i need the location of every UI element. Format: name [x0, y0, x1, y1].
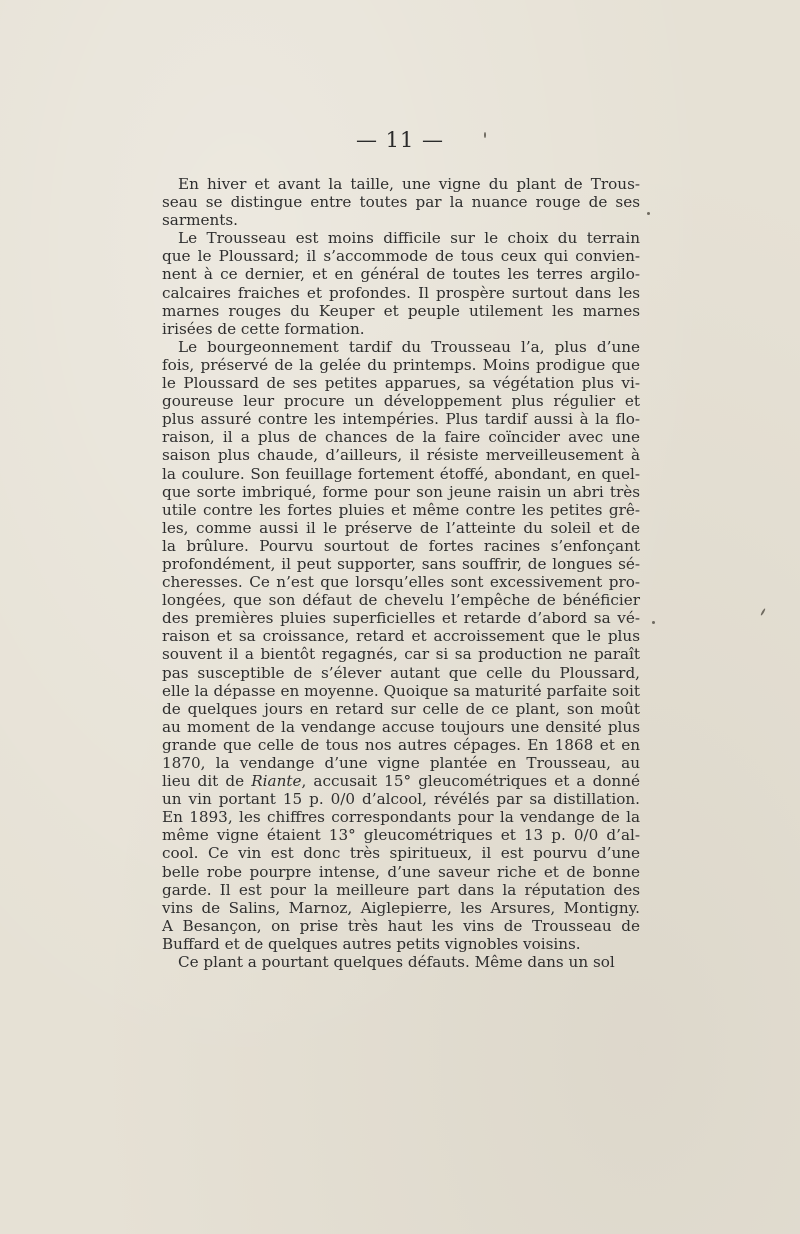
text-line: cheresses. Ce n’est que lorsqu’elles sont excessivement pro-: [162, 573, 640, 592]
text-line: irisées de cette formation.: [162, 319, 365, 338]
text-line: utile contre les fortes pluies et même contre les petites grê-: [162, 500, 640, 519]
text-line: fois, préservé de la gelée du printemps. Moins prodigue que: [162, 355, 640, 374]
paper-speck: [484, 132, 486, 138]
text-line: de quelques jours en retard sur celle de ce plant, son moût: [162, 699, 640, 718]
text-line: vins de Salins, Marnoz, Aiglepierre, les Arsures, Montigny.: [162, 898, 640, 917]
body-text: [162, 175, 640, 971]
text-line: Le bourgeonnement tardif du Trousseau l’a, plus d’une: [178, 337, 640, 356]
text-line: longées, que son défaut de chevelu l’empêche de bénéficier: [162, 591, 640, 610]
text-line: marnes rouges du Keuper et peuple utilement les marnes: [162, 301, 640, 320]
text-line: un vin portant 15 p. 0/0 d’alcool, révélés par sa distillation.: [162, 790, 640, 809]
text-line: que le Ploussard; il s’accommode de tous ceux qui convien-: [162, 247, 640, 266]
text-line: goureuse leur procure un développement plus régulier et: [162, 392, 640, 411]
text-line: sarments.: [162, 211, 239, 230]
text-line: 1870, la vendange d’une vigne plantée en Trousseau, au: [162, 754, 640, 772]
place-name: Riante: [251, 772, 302, 791]
text-line: la coulure. Son feuillage fortement étoffé, abondant, en quel-: [162, 464, 640, 483]
text-line: seau se distingue entre toutes par la nuance rouge de ses: [162, 193, 640, 212]
text-line: que sorte imbriqué, forme pour son jeune raisin un abri très: [162, 482, 640, 501]
text-line: pas susceptible de s’élever autant que celle du Ploussard,: [162, 663, 640, 682]
text-line: garde. Il est pour la meilleure part dans la réputation des: [162, 880, 640, 899]
text-line: cool. Ce vin est donc très spiritueux, il est pourvu d’une: [162, 844, 640, 863]
text-line: calcaires fraiches et profondes. Il prospère surtout dans les: [162, 283, 640, 302]
text-line: même vigne étaient 13° gleucométriques et 13 p. 0/0 d’al-: [162, 826, 640, 845]
text-line: lieu dit de Riante, accusait 15° gleucométriques et a donné: [162, 772, 640, 791]
paper-speck: [652, 621, 655, 624]
text-line: le Ploussard de ses petites apparues, sa végétation plus vi-: [162, 374, 640, 393]
page-number: — 11 —: [355, 128, 445, 152]
text-line: elle la dépasse en moyenne. Quoique sa maturité parfaite soit: [162, 681, 640, 700]
text-line: belle robe pourpre intense, d’une saveur riche et de bonne: [162, 862, 640, 881]
text-line: Buffard et de quelques autres petits vignobles voisins.: [162, 934, 581, 953]
text-line: grande que celle de tous nos autres cépages. En 1868 et en: [162, 735, 640, 754]
text-line: des premières pluies superficielles et retarde d’abord sa vé-: [162, 609, 640, 628]
paper-speck: [647, 212, 650, 215]
text-line: En hiver et avant la taille, une vigne du plant de Trous-: [178, 175, 640, 193]
text-line: profondément, il peut supporter, sans souffrir, de longues sé-: [162, 554, 640, 573]
text-line: plus assuré contre les intempéries. Plus tardif aussi à la flo-: [162, 410, 640, 429]
text-line: les, comme aussi il le préserve de l’atteinte du soleil et de: [162, 518, 640, 537]
text-line: raison, il a plus de chances de la faire coïncider avec une: [162, 428, 640, 447]
text-line: Le Trousseau est moins difficile sur le choix du terrain: [178, 229, 640, 248]
text-line: A Besançon, on prise très haut les vins de Trousseau de: [162, 916, 640, 935]
text-line: Ce plant a pourtant quelques défauts. Même dans un sol: [178, 953, 615, 972]
text-line: souvent il a bientôt regagnés, car si sa production ne paraît: [162, 645, 640, 664]
text-line: raison et sa croissance, retard et accroissement que le plus: [162, 627, 640, 646]
paper-speck: [760, 608, 766, 616]
text-line: nent à ce dernier, et en général de toutes les terres argilo-: [162, 265, 640, 284]
text-line: En 1893, les chiffres correspondants pour la vendange de la: [162, 808, 640, 827]
text-line: saison plus chaude, d’ailleurs, il résiste merveilleusement à: [162, 446, 640, 465]
text-line: la brûlure. Pourvu sourtout de fortes racines s’enfonçant: [162, 536, 640, 555]
text-line: au moment de la vendange accuse toujours une densité plus: [162, 717, 640, 736]
